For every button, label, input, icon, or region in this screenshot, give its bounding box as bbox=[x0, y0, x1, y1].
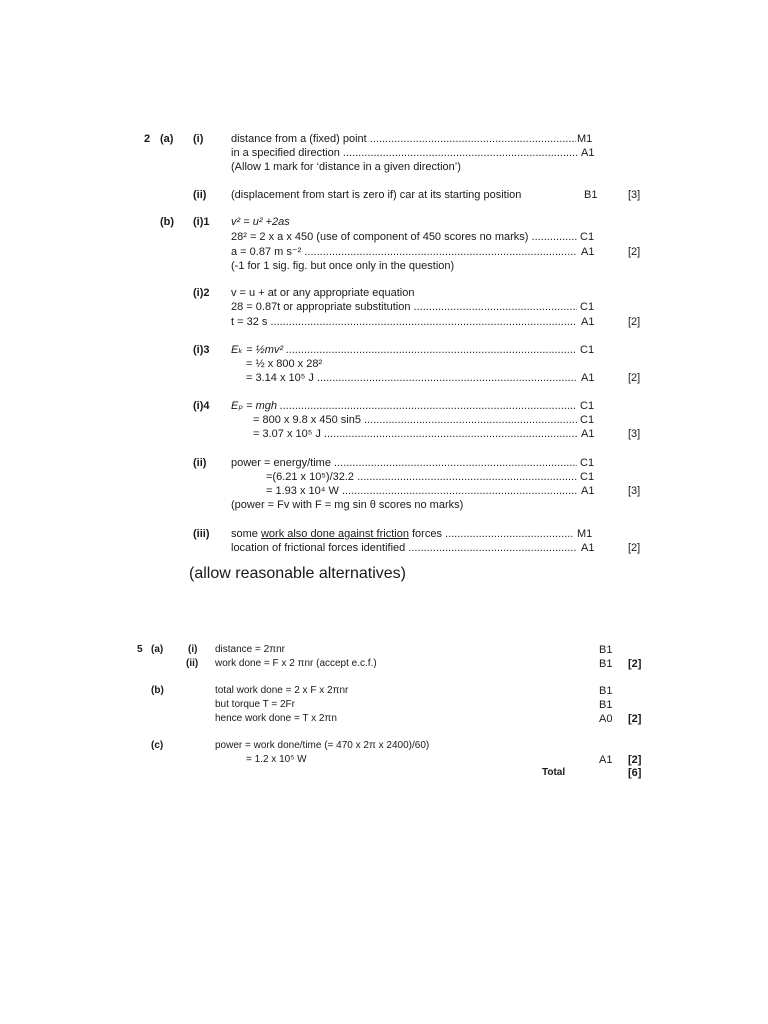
q5b-line2-mark: B1 bbox=[599, 699, 613, 711]
q2b-i2-line3: t = 32 s ..... bbox=[231, 316, 577, 329]
q2b-ii-line2-mark: C1 bbox=[580, 471, 595, 483]
q2b-i3-label: (i)3 bbox=[193, 344, 210, 356]
q2b-ii-total: [3] bbox=[628, 485, 641, 497]
q5c-label: (c) bbox=[151, 740, 164, 751]
q5b-line3: hence work done = T x 2πn bbox=[215, 713, 337, 724]
q2b-i4-line3: = 3.07 x 10⁵ J ..... bbox=[253, 428, 577, 441]
q2a-i-line2: in a specified direction ..... bbox=[231, 147, 577, 160]
q5-total-label: Total bbox=[542, 767, 566, 778]
q5a-i-mark: B1 bbox=[599, 644, 613, 656]
q2b-iii-line1 bbox=[231, 528, 573, 541]
q5a-ii-label: (ii) bbox=[186, 658, 199, 669]
q2b-i3-line1: Eₖ = ½mv² ..... bbox=[231, 344, 577, 357]
q2b-iii-line2-mark: A1 bbox=[581, 542, 595, 554]
q2a-i-label: (i) bbox=[193, 133, 204, 145]
q2b-ii-line1: power = energy/time ..... bbox=[231, 457, 577, 470]
q2a-i-line1: distance from a (fixed) point ..... bbox=[231, 133, 576, 146]
q2-number: 2 bbox=[144, 133, 151, 145]
q2b-i1-total: [2] bbox=[628, 246, 641, 258]
q5b-total: [2] bbox=[628, 713, 642, 725]
q2a-ii-mark: B1 bbox=[584, 189, 598, 201]
q2b-i3-line3: = 3.14 x 10⁵ J ..... bbox=[246, 372, 577, 385]
q2b-i1-line3-mark: A1 bbox=[581, 246, 595, 258]
q2a-ii-line: (displacement from start is zero if) car at its starting position bbox=[231, 189, 522, 201]
q2b-iii-line1-start: some bbox=[231, 528, 261, 540]
q2b-i2-line2: 28 = 0.87t or appropriate substitution ..... bbox=[231, 301, 577, 314]
q2b-i3-total: [2] bbox=[628, 372, 641, 384]
q2b-i4-total: [3] bbox=[628, 428, 641, 440]
q2b-ii-line4: (power = Fv with F = mg sin θ scores no marks) bbox=[231, 499, 464, 511]
q2b-i3-line3-mark: A1 bbox=[581, 372, 595, 384]
q2b-i2-total: [2] bbox=[628, 316, 641, 328]
q2a-ii-label: (ii) bbox=[193, 189, 207, 201]
q5b-line1: total work done = 2 x F x 2πnr bbox=[215, 685, 349, 696]
q5-total-value: [6] bbox=[628, 767, 642, 779]
q2b-iii-total: [2] bbox=[628, 542, 641, 554]
q2b-i1-line4: (-1 for 1 sig. fig. but once only in the question) bbox=[231, 260, 455, 272]
allow-alternatives-note: (allow reasonable alternatives) bbox=[189, 565, 406, 582]
q2b-i4-line1-mark: C1 bbox=[580, 400, 595, 412]
q5a-i-label: (i) bbox=[188, 644, 198, 655]
q2a-i-line2-mark: A1 bbox=[581, 147, 595, 159]
q5a-ii-mark: B1 bbox=[599, 658, 613, 670]
q2b-i4-line2-mark: C1 bbox=[580, 414, 595, 426]
q2b-label: (b) bbox=[160, 216, 175, 228]
q2b-iii-line1-mark: M1 bbox=[577, 528, 593, 540]
q2b-i2-line1: v = u + at or any appropriate equation bbox=[231, 287, 415, 299]
q2b-ii-line1-mark: C1 bbox=[580, 457, 595, 469]
q5c-line1: power = work done/time (= 470 x 2π x 2400)/60) bbox=[215, 740, 430, 751]
q2b-iii-line1-underlined: work also done against friction bbox=[260, 528, 409, 540]
q2b-i2-line3-mark: A1 bbox=[581, 316, 595, 328]
q5a-i-text: distance = 2πnr bbox=[215, 644, 285, 655]
q5b-line2: but torque T = 2Fr bbox=[215, 699, 295, 710]
q2b-i4-line3-mark: A1 bbox=[581, 428, 595, 440]
q2b-ii-line2: =(6.21 x 10⁵)/32.2 ..... bbox=[266, 471, 577, 484]
q2b-ii-label: (ii) bbox=[193, 457, 207, 469]
q2a-i-line1-mark: M1 bbox=[577, 133, 593, 145]
q2b-i4-label: (i)4 bbox=[193, 400, 210, 412]
q5c-total: [2] bbox=[628, 754, 642, 766]
q2b-i1-line1: v² = u² +2as bbox=[231, 216, 290, 228]
q5b-label: (b) bbox=[151, 685, 164, 696]
q5c-line2: = 1.2 x 10⁵ W bbox=[246, 754, 307, 765]
q2b-i1-line3: a = 0.87 m s⁻² ..... bbox=[231, 246, 577, 259]
q2b-iii-line1-end: forces bbox=[408, 528, 442, 540]
q2b-i2-label: (i)2 bbox=[193, 287, 210, 299]
q5a-ii-text: work done = F x 2 πnr (accept e.c.f.) bbox=[215, 658, 377, 669]
q2b-i4-line2: = 800 x 9.8 x 450 sin5 ..... bbox=[253, 414, 577, 427]
q5c-line2-mark: A1 bbox=[599, 754, 613, 766]
q2b-i2-line2-mark: C1 bbox=[580, 301, 595, 313]
q2b-ii-line3-mark: A1 bbox=[581, 485, 595, 497]
q5b-line1-mark: B1 bbox=[599, 685, 613, 697]
q2b-i1-line2-mark: C1 bbox=[580, 231, 595, 243]
q2b-i3-line1-mark: C1 bbox=[580, 344, 595, 356]
q2a-i-line3: (Allow 1 mark for ‘distance in a given direction’) bbox=[231, 161, 461, 173]
q2b-i3-line2: = ½ x 800 x 28² bbox=[246, 358, 323, 370]
q2b-i4-line1: Eₚ = mgh ..... bbox=[231, 400, 577, 413]
q2b-i1-label: (i)1 bbox=[193, 216, 210, 228]
q5a-label: (a) bbox=[151, 644, 164, 655]
q2b-iii-label: (iii) bbox=[193, 528, 210, 540]
q2b-iii-line2: location of frictional forces identified ..... bbox=[231, 542, 577, 555]
q2b-ii-line3: = 1.93 x 10⁴ W ..... bbox=[266, 485, 577, 498]
q5a-total: [2] bbox=[628, 658, 642, 670]
q5b-line3-mark: A0 bbox=[599, 713, 613, 725]
q5-number: 5 bbox=[137, 644, 143, 655]
q2a-label: (a) bbox=[160, 133, 174, 145]
q2b-i1-line2: 28² = 2 x a x 450 (use of component of 450 scores no marks) ..... bbox=[231, 231, 577, 244]
q2a-total: [3] bbox=[628, 189, 641, 201]
